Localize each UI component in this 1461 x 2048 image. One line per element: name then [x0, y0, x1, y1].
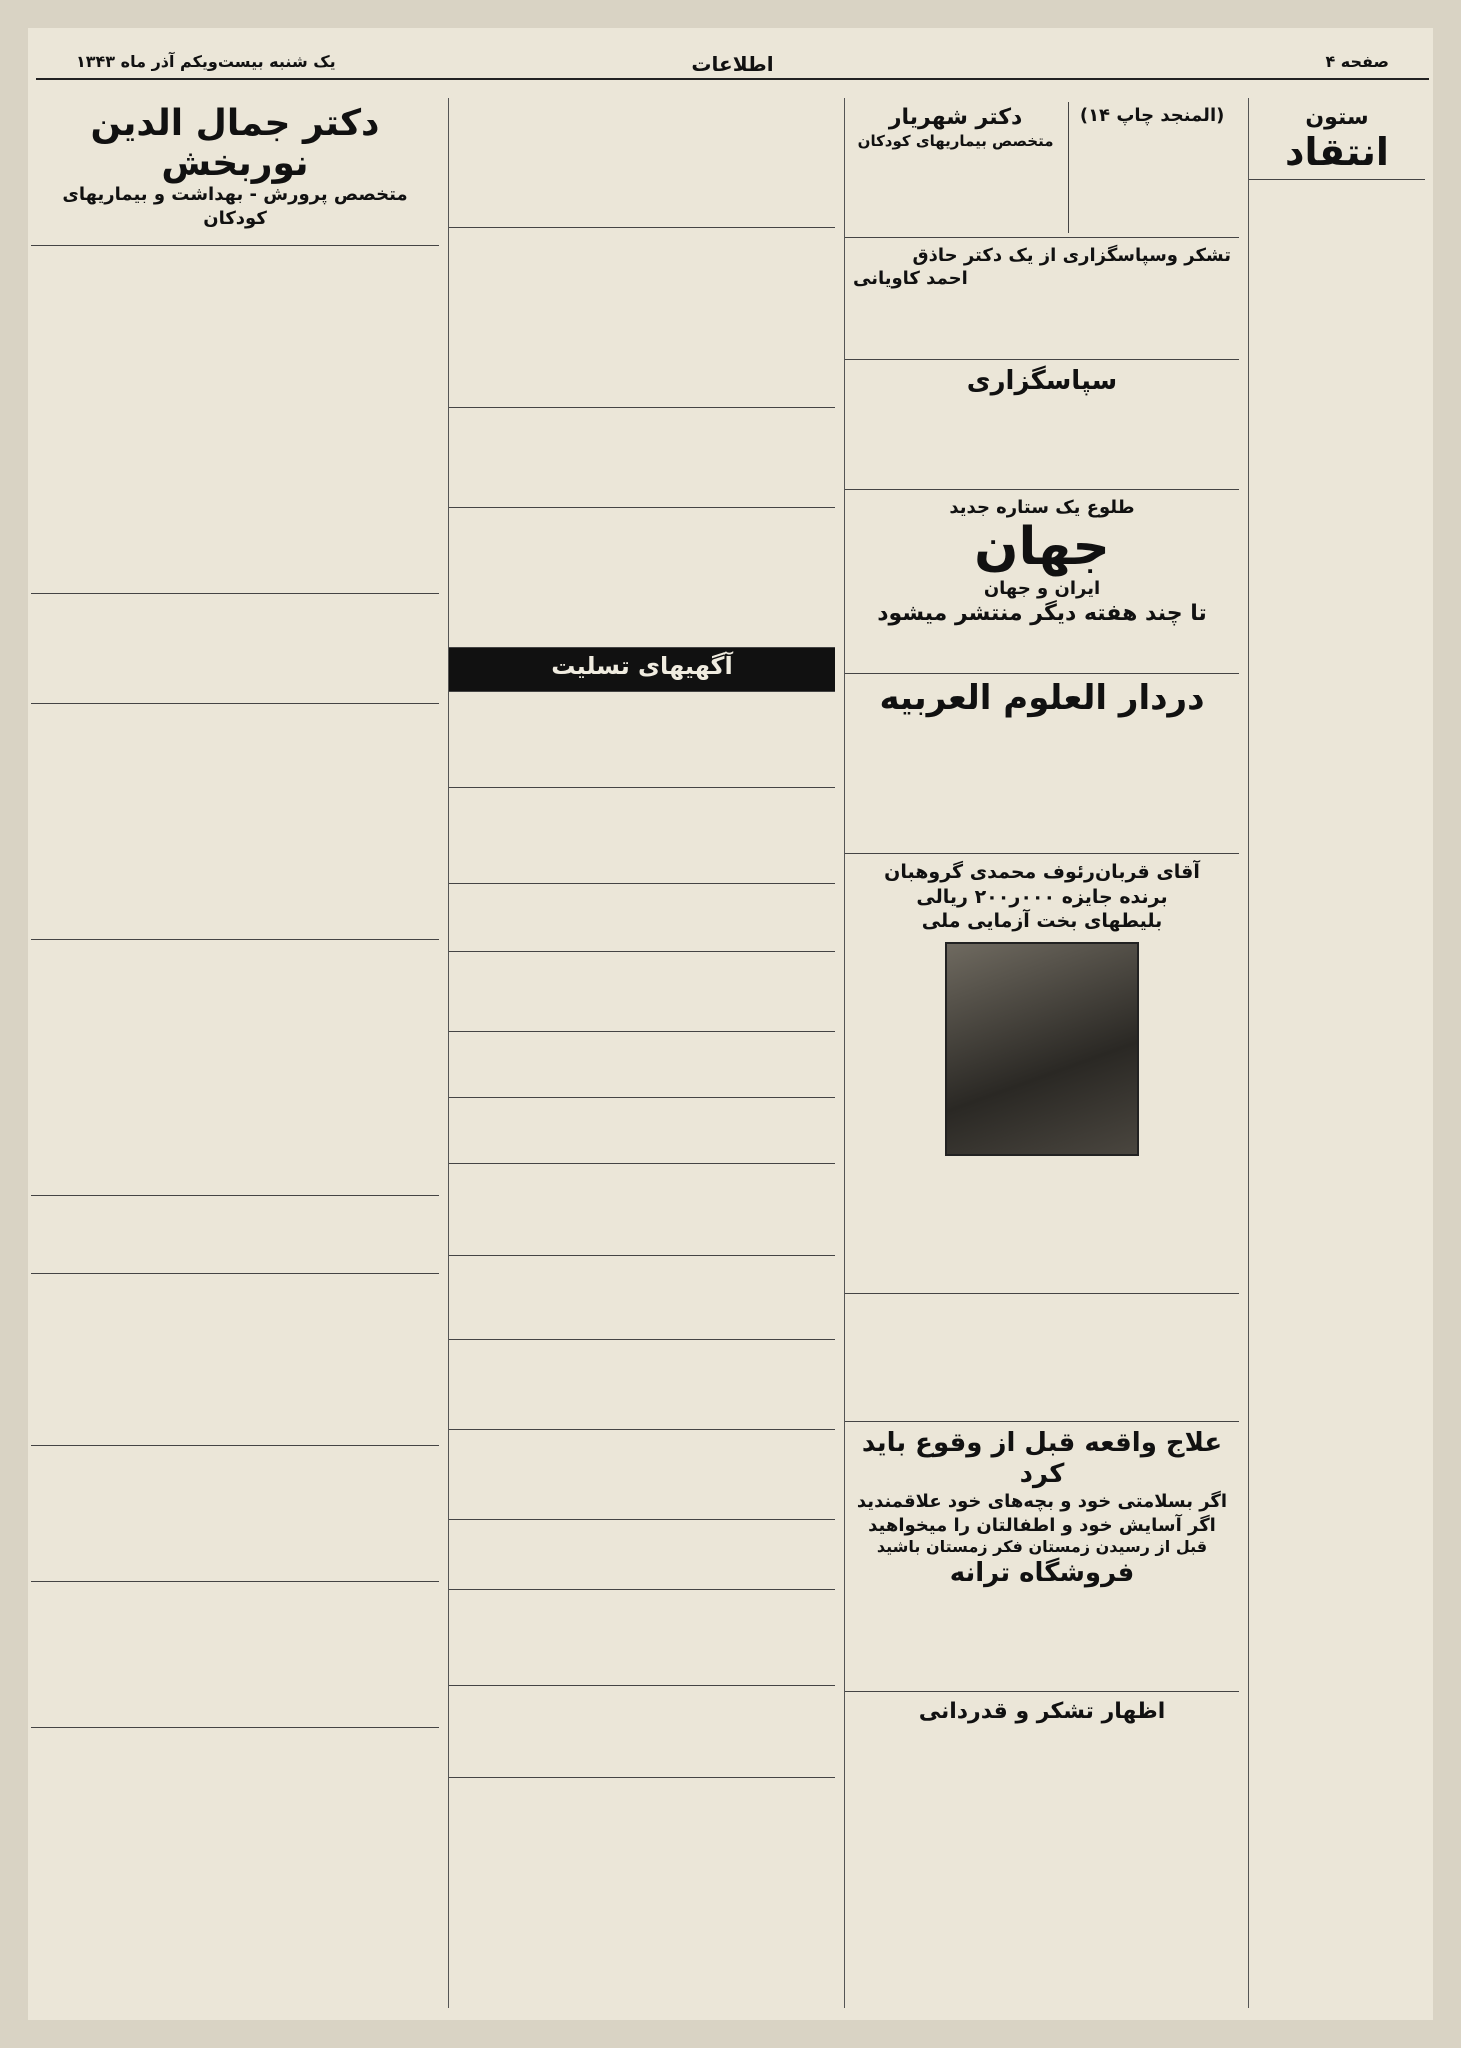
- notice-item: [31, 1728, 439, 1740]
- condolence-item: [449, 1340, 835, 1430]
- ad-doctor: [849, 102, 1062, 233]
- notice-item: [31, 1196, 439, 1274]
- lottery-title: آقای قربان‌رئوف محمدی گروهبان: [884, 861, 1200, 883]
- criticism-label: ستون: [1305, 105, 1369, 130]
- criticism-body: [1249, 180, 1425, 206]
- condolence-item: [449, 1590, 835, 1686]
- heating-ad-line1: اگر بسلامتی خود و بچه‌های خود علاقمندید: [856, 1491, 1228, 1513]
- heating-ad-store: فروشگاه ترانه: [949, 1557, 1135, 1588]
- obituary-notice: [449, 408, 835, 508]
- notice-item: [31, 594, 439, 704]
- heating-ad-line2: اگر آسایش خود و اطفالتان را میخواهید: [868, 1514, 1216, 1536]
- lottery-tickets: بلیطهای بخت آزمایی ملی: [921, 910, 1163, 933]
- condolence-item: [449, 1164, 835, 1256]
- criticism-header: [1249, 98, 1425, 180]
- lottery-prize: برنده جایزه ۰۰۰ر۲۰۰ ریالی: [916, 885, 1168, 908]
- page-footer-note: [430, 2012, 981, 2042]
- condolence-section-header: [449, 648, 835, 692]
- condolence-item: [449, 692, 835, 788]
- notice-item: [31, 246, 439, 594]
- ad-doctor-title: دکتر شهریار: [888, 105, 1023, 130]
- condolence-item: [449, 1430, 835, 1520]
- page-number: صفحه ۴: [1325, 52, 1389, 71]
- condolence-item: [449, 1256, 835, 1340]
- thanks-doctor-sign: احمد کاویانی: [853, 268, 968, 290]
- ad-book: [1068, 102, 1235, 233]
- jahan-ad-title: جهان: [974, 517, 1110, 578]
- column-ads: [844, 98, 1239, 2008]
- jahan-ad-pretitle: طلوع یک ستاره جدید: [949, 497, 1135, 518]
- condolence-item: [449, 1032, 835, 1098]
- issue-date: یک شنبه بیست‌ویکم آذر ماه ۱۳۴۳: [76, 52, 336, 71]
- condolence-item: [449, 952, 835, 1032]
- arabic-school-ad: [845, 674, 1239, 854]
- masthead: [36, 48, 1429, 80]
- jahan-ad-line3: تا چند هفته دیگر منتشر میشود: [877, 600, 1207, 626]
- winner-photo: [945, 942, 1139, 1156]
- obituary-notice: [449, 98, 835, 228]
- heating-ad-line3: قبل از رسیدن زمستان فکر زمستان باشید: [876, 1537, 1208, 1557]
- obituary-notice: [449, 508, 835, 648]
- column-criticism: [1248, 98, 1425, 2008]
- condolence-item: [449, 1098, 835, 1164]
- condolence-item: [449, 1778, 835, 1790]
- notice-item: [31, 1582, 439, 1728]
- condolence-item: [449, 1686, 835, 1778]
- notice-item: [31, 1446, 439, 1582]
- notice-item: [31, 940, 439, 1196]
- condolence-section-title: آگهیهای تسلیت: [551, 652, 733, 680]
- thanks-doctor: [845, 238, 1239, 360]
- doctor-ad-title: دکتر جمال الدین نوربخش: [90, 103, 380, 184]
- gratitude-notice-title: سپاسگزاری: [966, 366, 1118, 396]
- doctor-ad-specialty: متخصص پرورش - بهداشت و بیماریهای کودکان: [62, 184, 408, 229]
- condolence-item: [449, 884, 835, 952]
- condolence-item: [449, 1520, 835, 1590]
- jahan-ad-line2: ایران و جهان: [983, 577, 1101, 599]
- notice-item: [31, 1274, 439, 1446]
- heating-ad: [845, 1422, 1239, 1692]
- gratitude-notice: [845, 360, 1239, 490]
- column-condolences: [448, 98, 835, 2008]
- notice-item: [31, 704, 439, 940]
- ad-doctor-specialty: متخصص بیماریهای کودکان: [857, 131, 1054, 150]
- thanks-and-appreciation-title: اظهار تشکر و قدردانی: [918, 1699, 1166, 1724]
- jahan-ad: [845, 490, 1239, 674]
- arabic-school-title: دردار العلوم العربیه: [879, 678, 1205, 718]
- heating-ad-title: علاج واقعه قبل از وقوع باید کرد: [861, 1428, 1223, 1490]
- thanks-and-appreciation: [845, 1692, 1239, 1732]
- criticism-title: انتقاد: [1285, 129, 1389, 174]
- condolence-item: [449, 788, 835, 884]
- lottery-winner: [845, 854, 1239, 1294]
- doctor-ad: [31, 98, 439, 246]
- thanks-doctor-title: تشکر وسپاسگزاری از یک دکتر حاذق: [912, 245, 1231, 266]
- ad-book-title: (المنجد چاپ ۱۴): [1079, 105, 1225, 126]
- appreciation-notice: [845, 1294, 1239, 1422]
- column-notices: [31, 98, 439, 2008]
- obituary-notice: [449, 228, 835, 408]
- ads-top-row: [845, 98, 1239, 238]
- paper-name: اطلاعات: [691, 52, 774, 76]
